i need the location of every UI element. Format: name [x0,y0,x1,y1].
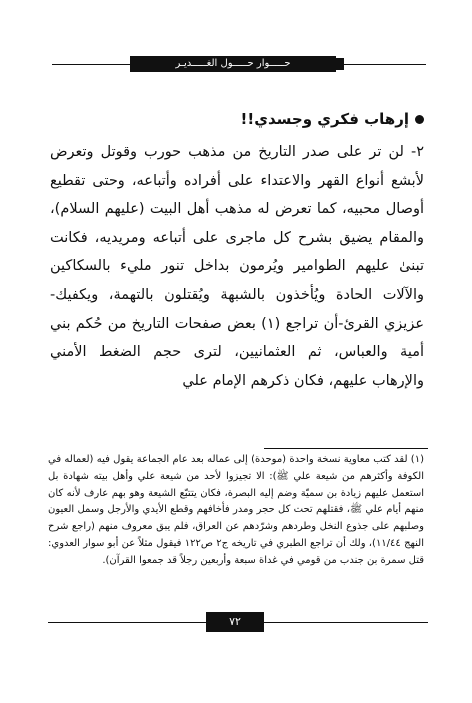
page-number: ٧٢ [206,612,264,632]
body-paragraph: ٢- لن تر على صدر التاريخ من مذهب حورب وقوتل وتعرض لأبشع أنواع القهر والاعتداء على أفراده وأتباعه، وحتى تقطيع أوصال محبيه، كما تعرض له مذهب أهل البيت (عليهم السلام)، والمقام يضيق بشرح كل ماجرى على أتباعه ومريديه، فكانت تبنىٰ عليهم الطوامير ويُرمون بداخل تنور مليء بالسكاكين والآلات الحادة ويُأخذون بالشبهة ويُقتلون بالتهمة، ويكفيك-عزيزي القرئ-أن تراجع (١) بعض صفحات التاريخ من حُكم بني أمية والعباس، ثم العثمانيين، لترى حجم الضغط الأمني والإرهاب عليهم، فكان ذكرهم الإمام علي [50,144,424,389]
footnote-text: (١) لقد كتب معاوية نسخة واحدة (موحدة) إلى عماله بعد عام الجماعة يقول فيه (لعماله في الكوفة وأكثرهم من شيعة علي ﷺ): الا تجيزوا لأحد من شيعة علي وأهل بيته شهادة بل استعمل عليهم زيادة بن سميّة وضم إليه البصرة، فكان يتتبّع الشيعة وهو بهم عارف لأنه كان منهم أيام علي ﷺ، فقتلهم تحت كل حجر ومدر فأخافهم وقطع الأيدي والأرجل وسمل العيون وصلبهم على جذوع النخل وطردهم وشرّدهم عن العراق، فلم يبق معروف منهم (راجع شرح النهج ١١/٤٤)، ولك أن تراجع الطبري في تاريخه ج٢ ص١٢٢ فيقول مثلاً عن أبو سوار العدوي: قتل سمرة بن جندب من قومي في غداة سبعة وأربعين رجلاً قد جمعوا القرآن). [48,454,424,566]
main-text [50,138,424,395]
header-ornament [336,58,344,70]
section-heading-text: إرهاب فكري وجسدي!! [240,110,409,128]
footnote-divider [264,448,428,449]
section-heading [241,110,424,128]
running-title: حـــــوار حـــــول الغـــــديـر [130,56,336,72]
bullet-icon [415,115,424,124]
footnotes [48,452,424,570]
